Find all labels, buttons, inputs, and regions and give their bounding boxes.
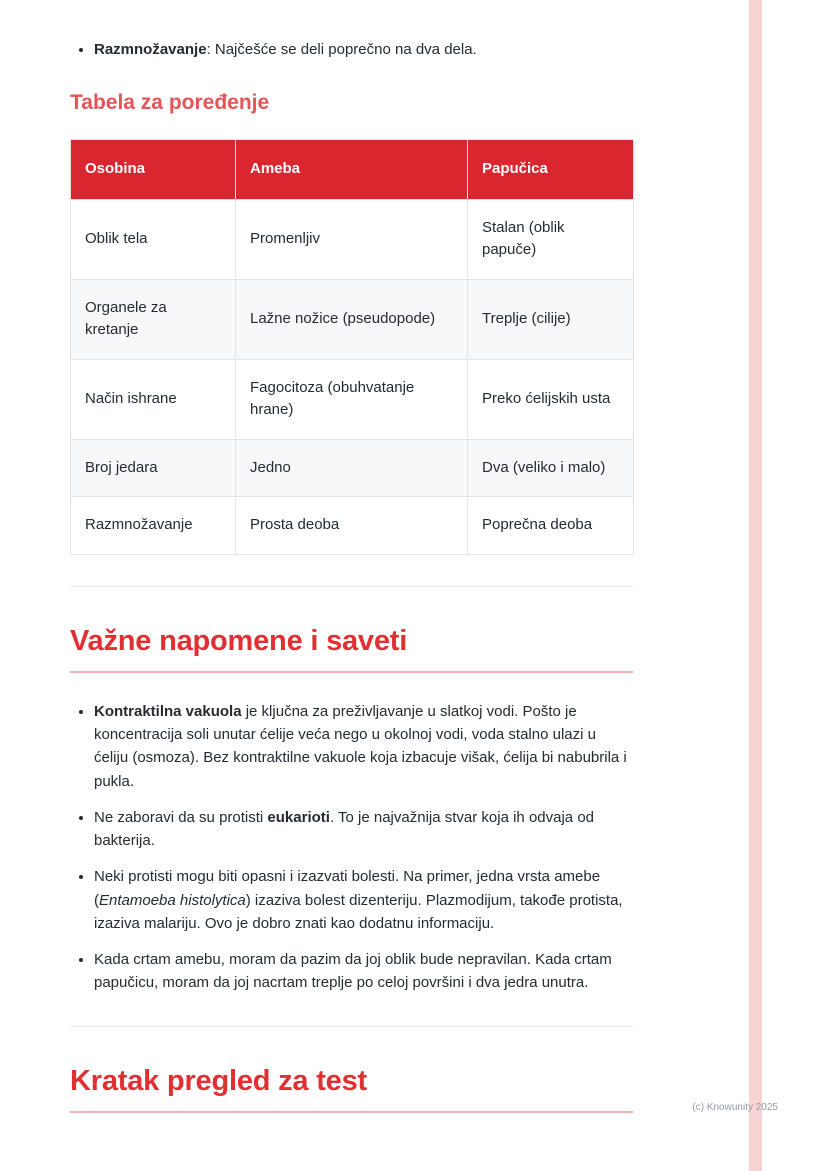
table-row	[71, 279, 634, 359]
table-header-cell: Papučica	[468, 140, 634, 200]
table-cell: Broj jedara	[71, 439, 236, 497]
italic-text: Entamoeba histolytica	[99, 891, 246, 909]
list-item	[94, 38, 633, 61]
table-header-row	[71, 140, 634, 200]
table-cell: Fagocitoza (obuhvatanje hrane)	[236, 359, 468, 439]
table-row	[71, 359, 634, 439]
scrollbar-track[interactable]	[749, 0, 762, 1171]
table-header-cell: Osobina	[71, 140, 236, 200]
section-heading-comparison-table: Tabela za poređenje	[70, 91, 270, 115]
table-row	[71, 199, 634, 279]
bold-text: Kontraktilna vakuola	[94, 702, 242, 720]
bold-text: eukarioti	[267, 808, 330, 826]
table-head	[71, 140, 634, 200]
table-cell: Jedno	[236, 439, 468, 497]
table-row	[71, 439, 634, 497]
text-segment: je ključna za preživljavanje u slatkoj vodi. Pošto je koncentracija soli unutar ćelije veća nego u okolnoj vodi, voda stalno ulazi u ćeliju (osmoza). Bez kontraktilne vakuole koja izbacuje višak, ćelija bi nabubrila i pukla.	[94, 702, 627, 790]
text-segment: . To je najvažnija stvar koja ih odvaja od bakterija.	[94, 808, 594, 849]
bottom-spacer	[70, 1113, 633, 1153]
intro-bullet-list	[70, 38, 633, 61]
text-segment: ) izaziva bolest dizenteriju. Plazmodijum, takođe protista, izaziva malariju. Ovo je dobro znati kao dodatnu informaciju.	[94, 891, 623, 932]
table-header-cell: Ameba	[236, 140, 468, 200]
table-row	[71, 497, 634, 555]
table-cell: Preko ćelijskih usta	[468, 359, 634, 439]
list-item	[94, 806, 633, 853]
bold-text: Razmnožavanje	[94, 41, 207, 58]
list-item	[94, 948, 633, 995]
table-cell: Promenljiv	[236, 199, 468, 279]
table-cell: Organele za kretanje	[71, 279, 236, 359]
table-cell: Razmnožavanje	[71, 497, 236, 555]
watermark: (c) Knowunity 2025	[692, 1102, 778, 1113]
section-heading-notes: Važne napomene i saveti	[70, 624, 408, 657]
table-cell: Oblik tela	[71, 199, 236, 279]
text-segment: Kada crtam amebu, moram da pazim da joj oblik bude nepravilan. Kada crtam papučicu, moram da joj nacrtam treplje po celoj površini i dva jedra unutra.	[94, 951, 612, 992]
table-cell: Dva (veliko i malo)	[468, 439, 634, 497]
heading-underline	[70, 671, 633, 673]
text-segment: : Najčešće se deli poprečno na dva dela.	[206, 41, 477, 58]
table-cell: Poprečna deoba	[468, 497, 634, 555]
section-divider	[70, 586, 633, 587]
document-content	[70, 38, 633, 1153]
section-divider	[70, 1026, 633, 1027]
text-segment: Neki protisti mogu biti opasni i izazvati bolesti. Na primer, jedna vrsta amebe (	[94, 868, 601, 909]
table-cell: Način ishrane	[71, 359, 236, 439]
table-cell: Treplje (cilije)	[468, 279, 634, 359]
list-item	[94, 700, 633, 793]
comparison-table	[70, 139, 634, 555]
table-cell: Prosta deoba	[236, 497, 468, 555]
list-item	[94, 865, 633, 935]
section-heading-review: Kratak pregled za test	[70, 1064, 367, 1097]
table-body	[71, 199, 634, 554]
table-cell: Stalan (oblik papuče)	[468, 199, 634, 279]
table-cell: Lažne nožice (pseudopode)	[236, 279, 468, 359]
notes-bullet-list	[70, 700, 633, 995]
text-segment: Ne zaboravi da su protisti	[94, 808, 268, 826]
